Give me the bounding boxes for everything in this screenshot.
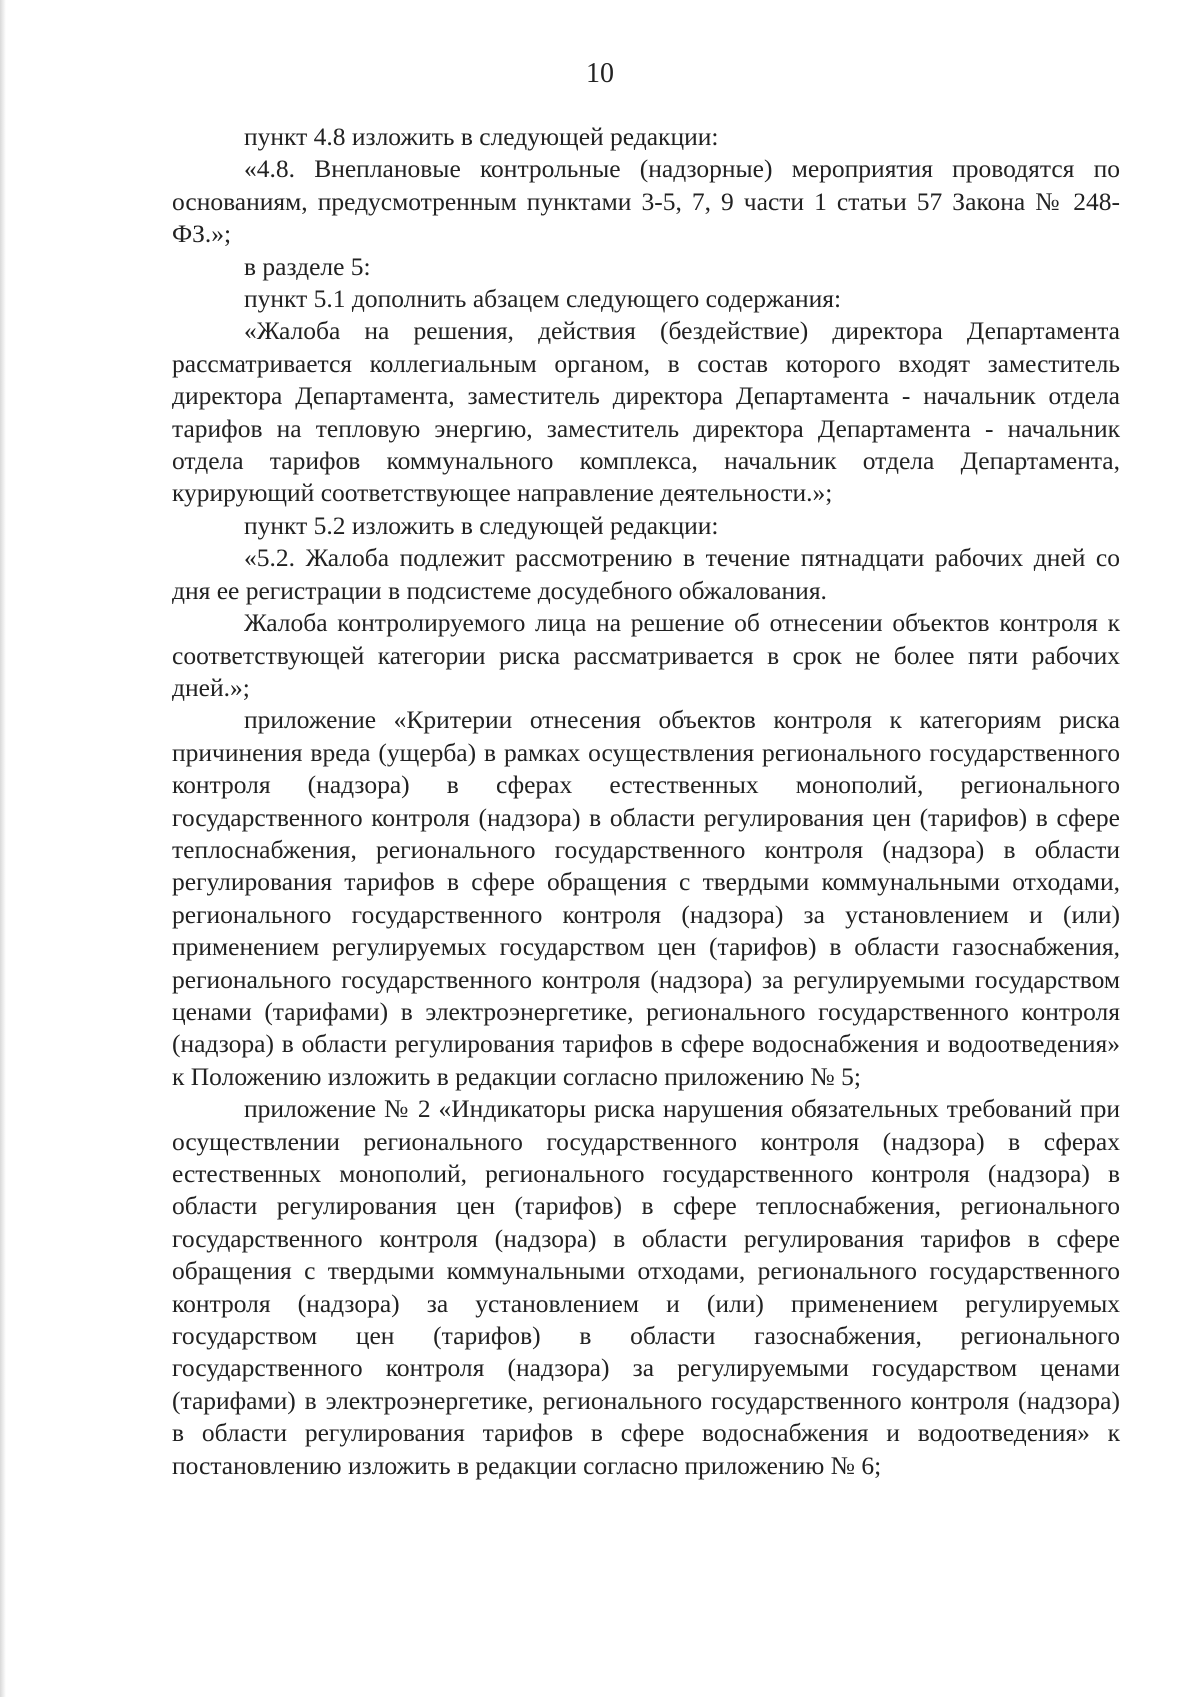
paragraph-8: Жалоба контролируемого лица на решение об отнесении объектов контроля к соответствующей категории риска рассматривается в срок не более пяти рабочих дней.»; bbox=[172, 608, 1120, 702]
paragraph-6: пункт 5.2 изложить в следующей редакции: bbox=[244, 510, 719, 540]
paragraph-2: «4.8. Внеплановые контрольные (надзорные) мероприятия проводятся по основаниям, предусмотренным пунктами 3-5, 7, 9 части 1 статьи 57 Закона № 248-ФЗ.»; bbox=[172, 154, 1120, 249]
paragraph-10: приложение № 2 «Индикаторы риска нарушения обязательных требований при осуществлении регионального государственного контроля (надзора) в сферах естественных монополий, регионального государственного контроля (надзора) в области регулирования цен (тарифов) в сфере теплоснабжения, регионального государственного контроля (надзора) в области регулирования тарифов в сфере обращения с твердыми коммунальными отходами, регионального государственного контроля (надзора) за установлением и (или) применением регулируемых государством цен (тарифов) в области газоснабжения, регионального государственного контроля (надзора) за регулируемыми государством ценами (тарифами) в электроэнергетике, регионального государственного контроля (надзора) в области регулирования тарифов в сфере водоснабжения и водоотведения» к постановлению изложить в редакции согласно приложению № 6; bbox=[172, 1094, 1120, 1480]
paragraph-5: «Жалоба на решения, действия (бездействие) директора Департамента рассматривается коллегиальным органом, в состав которого входят заместитель директора Департамента, заместитель директора Департамента - начальник отдела тарифов на тепловую энергию, заместитель директора Департамента - начальник отдела тарифов коммунального комплекса, начальник отдела Департамента, курирующий соответствующее направление деятельности.»; bbox=[172, 316, 1120, 508]
paragraph-7: «5.2. Жалоба подлежит рассмотрению в течение пятнадцати рабочих дней со дня ее регистрации в подсистеме досудебного обжалования. bbox=[172, 543, 1120, 605]
paragraph-9: приложение «Критерии отнесения объектов контроля к категориям риска причинения вреда (ущерба) в рамках осуществления регионального государственного контроля (надзора) в сферах естественных монополий, регионального государственного контроля (надзора) в области регулирования цен (тарифов) в сфере теплоснабжения, регионального государственного контроля (надзора) в области регулирования тарифов в сфере обращения с твердыми коммунальными отходами, регионального государственного контроля (надзора) за установлением и (или) применением регулируемых государством цен (тарифов) в области газоснабжения, регионального государственного контроля (надзора) за регулируемыми государством ценами (тарифами) в электроэнергетике, регионального государственного контроля (надзора) в области регулирования тарифов в сфере водоснабжения и водоотведения» к Положению изложить в редакции согласно приложению № 5; bbox=[172, 705, 1120, 1091]
paragraph-3: в разделе 5: bbox=[244, 251, 371, 281]
paragraph-4: пункт 5.1 дополнить абзацем следующего содержания: bbox=[244, 284, 842, 314]
scan-edge-shadow bbox=[0, 0, 6, 1697]
page-number: 10 bbox=[586, 58, 614, 89]
document-body bbox=[172, 121, 1120, 1482]
paragraph-1: пункт 4.8 изложить в следующей редакции: bbox=[244, 122, 719, 151]
